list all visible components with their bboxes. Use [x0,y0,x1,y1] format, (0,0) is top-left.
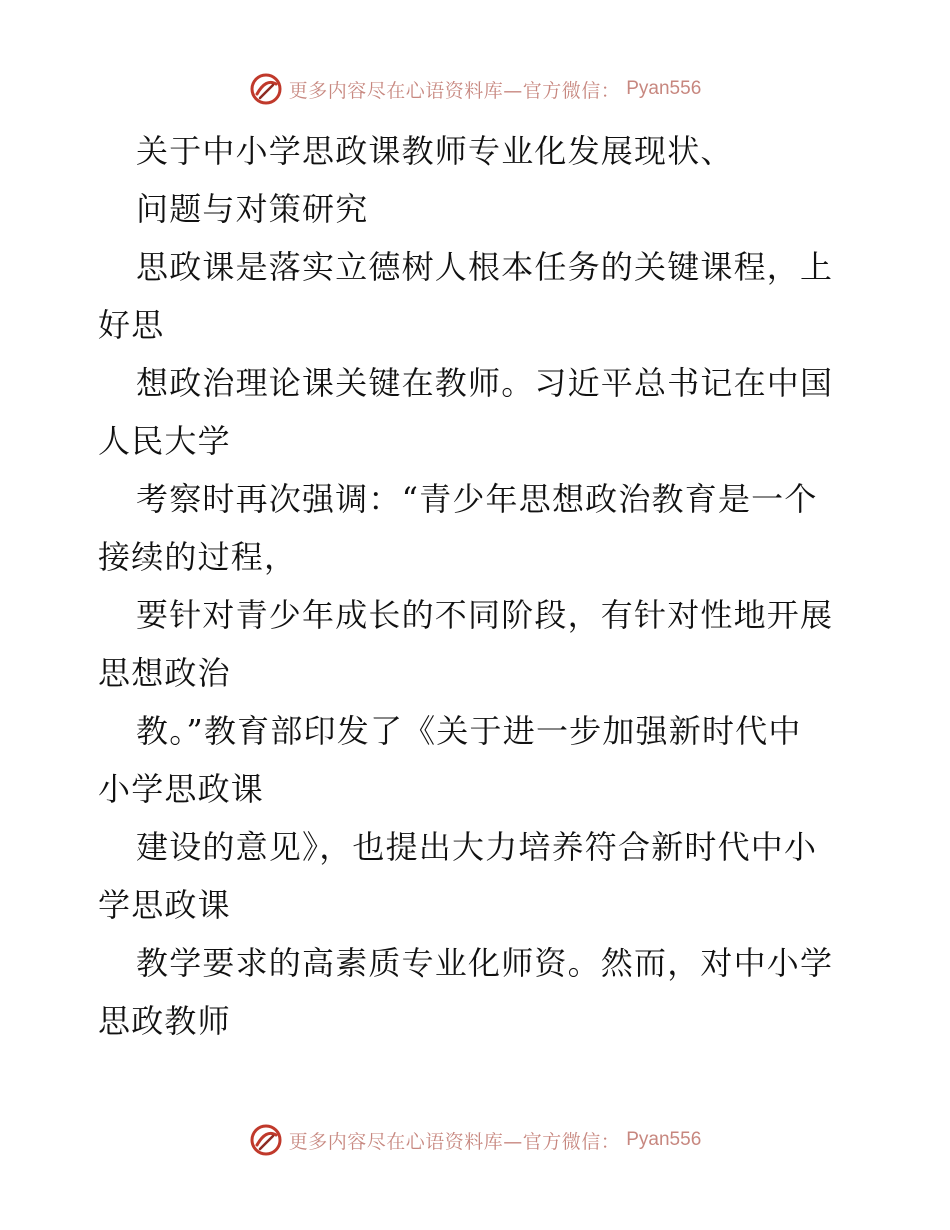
text-line: 要针对青少年成长的不同阶段，有针对性地开展 [136,596,834,634]
text-line: 学思政课 [98,886,231,924]
text-line: 考察时再次强调：“青少年思想政治教育是一个 [136,480,818,518]
text-line: 想政治理论课关键在教师。习近平总书记在中国 [136,364,834,402]
text-line: 人民大学 [98,422,231,460]
watermark-header [0,72,950,106]
watermark-text: 更多内容尽在心语资料库—官方微信： [288,79,621,102]
text-line: 思政课是落实立德树人根本任务的关键课程，上 [136,248,834,286]
text-line: 好思 [98,306,165,344]
watermark-wechat-id: Pyan556 [626,1129,702,1150]
watermark-text: 更多内容尽在心语资料库—官方微信： [288,1130,621,1153]
watermark-logo-icon [249,1123,283,1157]
text-line: 建设的意见》，也提出大力培养符合新时代中小 [136,828,818,866]
text-line: 教学要求的高素质专业化师资。然而，对中小学 [136,944,834,982]
watermark-wechat-id: Pyan556 [626,78,702,99]
text-line: 教。”教育部印发了《关于进一步加强新时代中 [136,712,802,750]
text-line: 接续的过程， [98,538,298,576]
text-line: 思政教师 [98,1002,231,1040]
watermark-footer [0,1123,950,1157]
text-line: 关于中小学思政课教师专业化发展现状、 [136,132,734,170]
watermark-logo-icon [249,72,283,106]
text-line: 小学思政课 [98,770,265,808]
text-line: 问题与对策研究 [136,190,369,228]
document-body [98,122,858,1050]
text-line: 思想政治 [98,654,231,692]
